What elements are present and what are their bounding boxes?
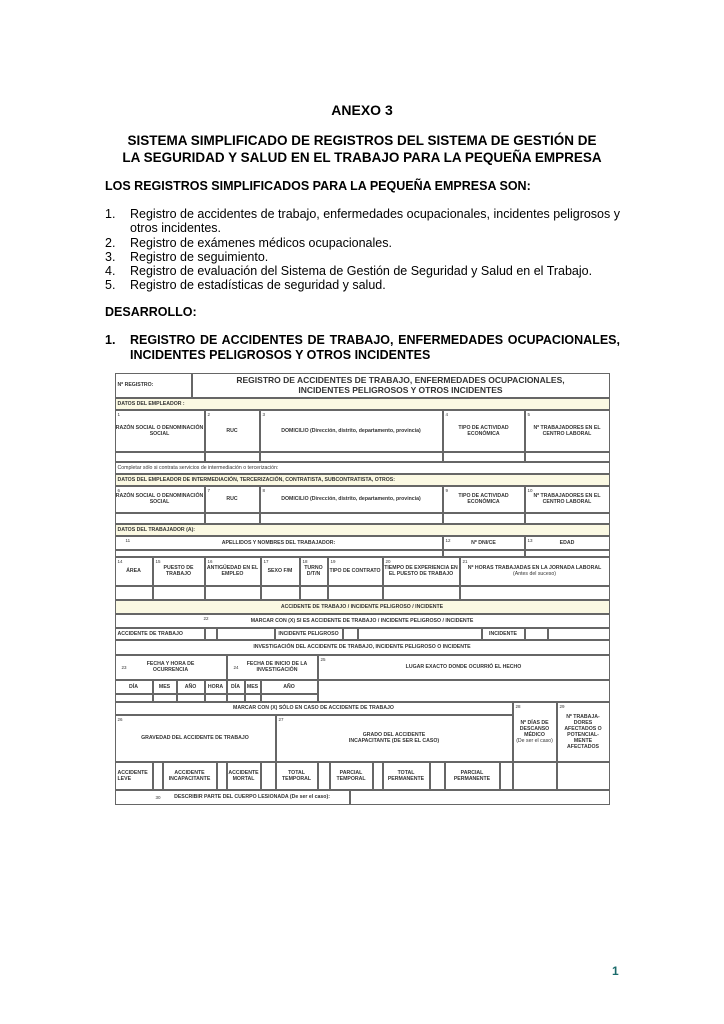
field-28 [513, 702, 557, 762]
item-number: 1. [105, 207, 116, 221]
input-29[interactable] [557, 762, 610, 790]
option-incidente-label: INCIDENTE [482, 628, 525, 640]
checkbox-incapacitante[interactable] [217, 762, 227, 790]
registro-label: Nº REGISTRO: [115, 373, 192, 398]
form-title [192, 373, 610, 398]
item-text: Registro de estadísticas de seguridad y salud. [130, 278, 386, 293]
form-title-line: INCIDENTES PELIGROSOS Y OTROS INCIDENTES [298, 385, 503, 395]
field-label: RUC [226, 496, 238, 502]
blank-cell [217, 628, 275, 640]
input-4[interactable] [443, 452, 525, 462]
field-number: 15 [155, 558, 161, 564]
input-25[interactable] [318, 680, 610, 702]
input-19[interactable] [328, 586, 383, 600]
field-number: 24 [233, 664, 239, 670]
field-number: 19 [330, 558, 336, 564]
field-22 [115, 614, 610, 628]
subtitle: LOS REGISTROS SIMPLIFICADOS PARA LA PEQUEÑA EMPRESA SON: [105, 179, 531, 193]
field-number: 21 [462, 558, 468, 564]
checkbox-total-temporal[interactable] [318, 762, 330, 790]
checkbox-accidente[interactable] [205, 628, 217, 640]
field-label: RAZÓN SOCIAL O DENOMINACIÓN SOCIAL [115, 424, 204, 437]
input-17[interactable] [261, 586, 300, 600]
empleador-header: DATOS DEL EMPLEADOR : [115, 398, 610, 410]
field-label: DOMICILIO (Dirección, distrito, departamento, provincia) [281, 427, 421, 434]
col-dia: DÍA [227, 680, 245, 694]
item-text: Registro de seguimiento. [130, 249, 269, 264]
field-label: RAZÓN SOCIAL O DENOMINACIÓN SOCIAL [115, 493, 204, 505]
section-text: REGISTRO DE ACCIDENTES DE TRABAJO, ENFERMEDADES OCUPACIONALES, INCIDENTES PELIGROSOS Y OTROS INCIDENTES [130, 333, 620, 362]
accident-register-form [115, 373, 610, 805]
field-21 [460, 557, 610, 586]
grado-total-permanente: TOTAL PERMANENTE [383, 762, 430, 790]
field-label: LUGAR EXACTO DONDE OCURRIÓ EL HECHO [405, 664, 522, 670]
list-item [105, 250, 620, 264]
title-line-2: LA SEGURIDAD Y SALUD EN EL TRABAJO PARA LA PEQUEÑA EMPRESA [122, 150, 602, 165]
field-number: 28 [515, 703, 521, 709]
field-number: 20 [385, 558, 391, 564]
input-15[interactable] [153, 586, 205, 600]
field-number: 6 [117, 487, 121, 493]
list-item [105, 264, 620, 278]
input-21[interactable] [460, 586, 610, 600]
field-label: EDAD [559, 539, 575, 546]
item-number: 5. [105, 278, 116, 293]
trabajador-header: DATOS DEL TRABAJADOR (A): [115, 524, 610, 536]
input-mes[interactable] [153, 694, 177, 702]
field-number: 22 [203, 615, 209, 621]
field-number: 29 [559, 703, 565, 709]
input-mes-inv[interactable] [245, 694, 261, 702]
field-27 [276, 715, 513, 762]
field-label: APELLIDOS Y NOMBRES DEL TRABAJADOR: [221, 539, 336, 546]
form-title-line: REGISTRO DE ACCIDENTES DE TRABAJO, ENFERMEDADES OCUPACIONALES, [236, 375, 565, 385]
input-16[interactable] [205, 586, 261, 600]
option-peligroso-label: INCIDENTE PELIGROSO [275, 628, 343, 640]
field-number: 1 [117, 411, 121, 417]
field-label: Nº TRABAJADORES EN EL CENTRO LABORAL [533, 424, 601, 437]
field-label: (De ser el caso) [516, 737, 553, 744]
item-text: Registro de exámenes médicos ocupacionales. [130, 235, 392, 250]
accidente-header: ACCIDENTE DE TRABAJO / INCIDENTE PELIGROSO / INCIDENTE [115, 600, 610, 614]
field-1 [115, 410, 205, 452]
page-number: 1 [612, 964, 619, 978]
field-label: ANTIGÜEDAD EN EL EMPLEO [206, 565, 259, 577]
field-number: 3 [262, 411, 266, 417]
input-18[interactable] [300, 586, 328, 600]
field-label: Nº HORAS TRABAJADAS EN LA JORNADA LABORAL [467, 565, 602, 571]
input-12[interactable] [443, 550, 525, 557]
checkbox-leve[interactable] [153, 762, 163, 790]
field-number: 27 [278, 716, 284, 722]
records-list [105, 207, 620, 293]
intermediacion-header: DATOS DEL EMPLEADOR DE INTERMEDIACIÓN, TERCERIZACIÓN, CONTRATISTA, SUBCONTRATISTA, OTROS: [115, 474, 610, 486]
field-label: Nº TRABAJA-DORES AFECTADOS O POTENCIAL-MENTE AFECTADOS [564, 713, 602, 750]
input-1[interactable] [115, 452, 205, 462]
input-ano-inv[interactable] [261, 694, 318, 702]
field-label: (Antes del suceso) [513, 571, 556, 577]
checkbox-mortal[interactable] [261, 762, 276, 790]
input-30[interactable] [350, 790, 610, 805]
field-17 [261, 557, 300, 586]
input-dia[interactable] [115, 694, 153, 702]
input-7[interactable] [205, 513, 260, 524]
field-18 [300, 557, 328, 586]
col-mes: MES [153, 680, 177, 694]
field-number: 8 [262, 487, 266, 493]
field-label: TIPO DE ACTIVIDAD ECONÓMICA [458, 493, 509, 505]
field-2 [205, 410, 260, 452]
annex-heading: ANEXO 3 [331, 102, 393, 118]
field-label: TURNO D/T/N [304, 565, 323, 577]
field-number: 5 [527, 411, 531, 417]
field-9 [443, 486, 525, 513]
section-number: 1. [105, 333, 116, 347]
field-label: TIPO DE CONTRATO [329, 568, 381, 574]
input-hora[interactable] [205, 694, 227, 702]
input-2[interactable] [205, 452, 260, 462]
grado-total-temporal: TOTAL TEMPORAL [276, 762, 318, 790]
input-dia-inv[interactable] [227, 694, 245, 702]
input-8[interactable] [260, 513, 443, 524]
option-accidente-label: ACCIDENTE DE TRABAJO [115, 628, 205, 640]
field-label: Nº DÍAS DE DESCANSO MÉDICO [519, 719, 550, 738]
field-8 [260, 486, 443, 513]
checkbox-total-permanente[interactable] [430, 762, 445, 790]
field-number: 10 [527, 487, 533, 493]
field-number: 17 [263, 558, 269, 564]
field-label: RUC [226, 427, 238, 434]
input-14[interactable] [115, 586, 153, 600]
input-9[interactable] [443, 513, 525, 524]
blank-cell [358, 628, 482, 640]
field-5 [525, 410, 610, 452]
grado-parcial-permanente: PARCIAL PERMANENTE [445, 762, 500, 790]
field-number: 9 [445, 487, 449, 493]
investigacion-header: INVESTIGACIÓN DEL ACCIDENTE DE TRABAJO, INCIDENTE PELIGROSO O INCIDENTE [115, 640, 610, 655]
gravedad-leve: ACCIDENTE LEVE [115, 762, 153, 790]
field-number: 2 [207, 411, 211, 417]
item-number: 3. [105, 249, 116, 264]
checkbox-incidente[interactable] [525, 628, 548, 640]
field-label: DESCRIBIR PARTE DEL CUERPO LESIONADA (De ser el caso): [174, 794, 330, 800]
field-number: 16 [207, 558, 213, 564]
field-12 [443, 536, 525, 550]
input-ano[interactable] [177, 694, 205, 702]
field-label: TIEMPO DE EXPERIENCIA EN EL PUESTO DE TRABAJO [384, 565, 458, 577]
list-item [105, 207, 620, 236]
field-number: 30 [155, 794, 161, 800]
grado-parcial-temporal: PARCIAL TEMPORAL [330, 762, 373, 790]
input-13[interactable] [525, 550, 610, 557]
marcar-accidente: MARCAR CON (X) SÓLO EN CASO DE ACCIDENTE DE TRABAJO [115, 702, 513, 715]
field-label: PUESTO DE TRABAJO [163, 565, 194, 577]
item-text: Registro de evaluación del Sistema de Gestión de Seguridad y Salud en el Trabajo. [130, 264, 593, 279]
field-number: 7 [207, 487, 211, 493]
field-number: 23 [121, 664, 127, 670]
item-text: Registro de accidentes de trabajo, enfermedades ocupacionales, incidentes peligrosos y otros incidentes. [130, 207, 620, 236]
field-number: 12 [445, 537, 451, 543]
field-label: TIPO DE ACTIVIDAD ECONÓMICA [458, 424, 509, 437]
field-number: 14 [117, 558, 123, 564]
col-hora: HORA [205, 680, 227, 694]
checkbox-peligroso[interactable] [343, 628, 358, 640]
blank-cell [548, 628, 610, 640]
field-label: ÁREA [126, 568, 141, 574]
input-5[interactable] [525, 452, 610, 462]
completar-note: Completar sólo si contrata servicios de intermediación o tercerización: [115, 462, 610, 474]
input-20[interactable] [383, 586, 460, 600]
list-item [105, 278, 620, 292]
field-number: 13 [527, 537, 533, 543]
field-label: Nº DNI/CE [471, 539, 496, 546]
item-number: 4. [105, 264, 116, 279]
field-11 [115, 536, 443, 550]
title-line-1: SISTEMA SIMPLIFICADO DE REGISTROS DEL SISTEMA DE GESTIÓN DE [127, 133, 597, 148]
checkbox-parcial-temporal[interactable] [373, 762, 383, 790]
field-16 [205, 557, 261, 586]
col-dia: DÍA [115, 680, 153, 694]
item-number: 2. [105, 235, 116, 250]
field-14 [115, 557, 153, 586]
field-label: Nº TRABAJADORES EN EL CENTRO LABORAL [533, 493, 601, 505]
col-mes: MES [245, 680, 261, 694]
field-label: MARCAR CON (X) SI ES ACCIDENTE DE TRABAJO / INCIDENTE PELIGROSO / INCIDENTE [250, 617, 474, 624]
field-label: GRADO DEL ACCIDENTE INCAPACITANTE (DE SER EL CASO) [348, 732, 440, 744]
field-3 [260, 410, 443, 452]
col-ano: AÑO [261, 680, 318, 694]
field-number: 18 [302, 558, 308, 564]
field-25 [318, 655, 610, 680]
field-number: 26 [117, 716, 123, 722]
input-11[interactable] [115, 550, 443, 557]
field-13 [525, 536, 610, 550]
input-10[interactable] [525, 513, 610, 524]
gravedad-incapacitante: ACCIDENTE INCAPACITANTE [163, 762, 217, 790]
section-heading [105, 333, 620, 363]
development-heading: DESARROLLO: [105, 305, 197, 319]
checkbox-parcial-permanente[interactable] [500, 762, 513, 790]
field-20 [383, 557, 460, 586]
field-number: 4 [445, 411, 449, 417]
field-15 [153, 557, 205, 586]
field-label: FECHA DE INICIO DE LA INVESTIGACIÓN [246, 661, 308, 673]
field-label: DOMICILIO (Dirección, distrito, departamento, provincia) [281, 496, 421, 502]
field-24 [227, 655, 318, 680]
field-label: FECHA Y HORA DE OCURRENCIA [146, 661, 195, 673]
field-26 [115, 715, 276, 762]
input-3[interactable] [260, 452, 443, 462]
field-6 [115, 486, 205, 513]
field-4 [443, 410, 525, 452]
field-10 [525, 486, 610, 513]
input-28[interactable] [513, 762, 557, 790]
field-number: 11 [125, 537, 131, 543]
field-label: GRAVEDAD DEL ACCIDENTE DE TRABAJO [141, 735, 249, 741]
field-23 [115, 655, 227, 680]
input-6[interactable] [115, 513, 205, 524]
field-number: 25 [320, 656, 326, 662]
field-7 [205, 486, 260, 513]
col-ano: AÑO [177, 680, 205, 694]
field-label: SEXO F/M [267, 568, 293, 574]
field-19 [328, 557, 383, 586]
field-29 [557, 702, 610, 762]
field-30 [115, 790, 350, 805]
gravedad-mortal: ACCIDENTE MORTAL [227, 762, 261, 790]
list-item [105, 236, 620, 250]
